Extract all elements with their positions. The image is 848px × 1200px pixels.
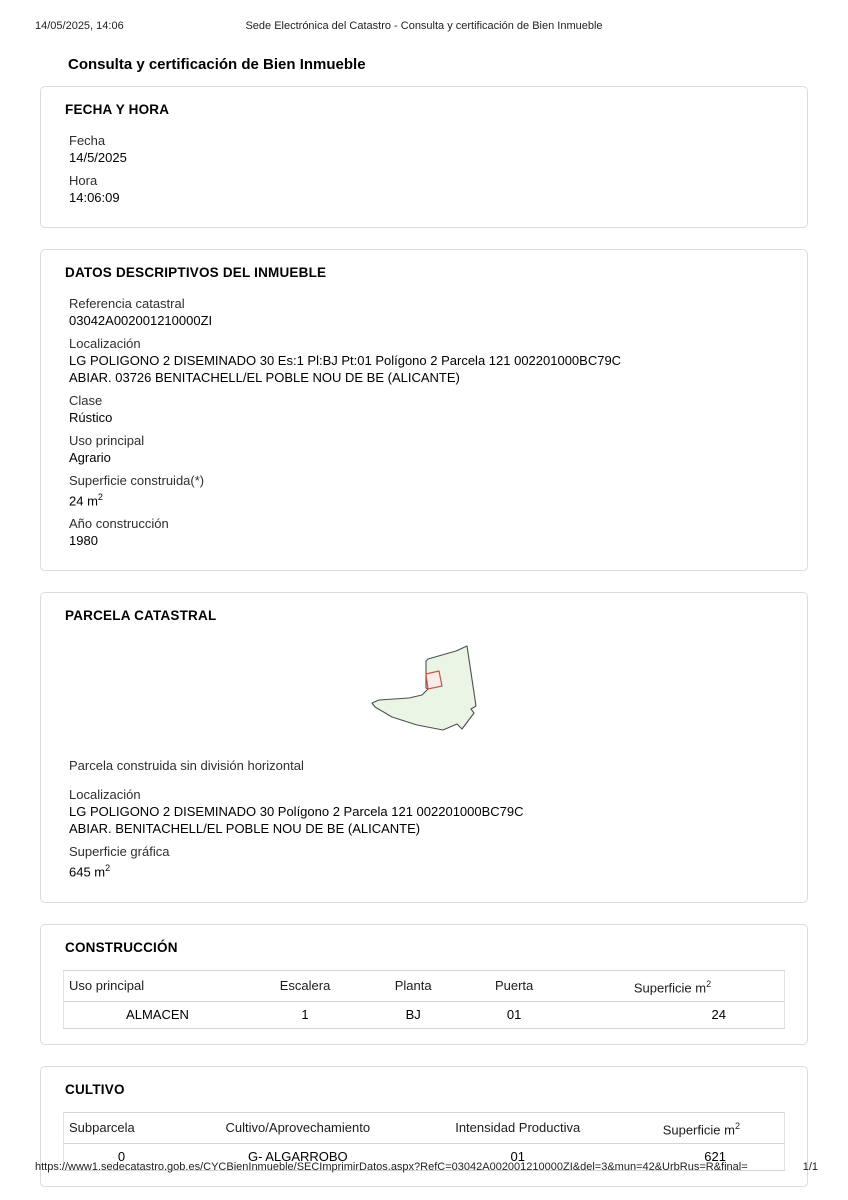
cell-escalera: 1 [301, 1006, 309, 1022]
parcel-shape [372, 646, 476, 730]
header-subparcela: Subparcela [69, 1120, 135, 1136]
parcel-map-container [63, 638, 785, 743]
field-value: Rústico [69, 410, 113, 425]
section-title: DATOS DESCRIPTIVOS DEL INMUEBLE [65, 265, 327, 280]
header-superficie [619, 1112, 785, 1143]
field-referencia-catastral [69, 295, 785, 329]
section-fecha-y-hora [40, 86, 808, 228]
field-hora [69, 172, 785, 206]
superficie-value: 645 m [69, 864, 106, 880]
field-value: 1980 [69, 533, 98, 549]
table-header-row [64, 970, 785, 1001]
parcel-note: Parcela construida sin división horizontal [69, 758, 304, 774]
field-value [69, 860, 785, 880]
field-clase [69, 392, 785, 426]
footer-url: https://www1.sedecatastro.gob.es/CYCBienInmueble/SECImprimirDatos.aspx?RefC=03042A002001210000ZI&del=3&mun=42&UrbRus=R&final= [35, 1161, 748, 1173]
parcel-map [358, 638, 490, 738]
building-shape [426, 671, 442, 689]
cell-uso-principal: ALMACEN [126, 1006, 189, 1022]
field-anio-construccion [69, 515, 785, 549]
header-intensidad-productiva: Intensidad Productiva [455, 1120, 581, 1136]
field-label: Superficie gráfica [69, 844, 170, 860]
header-superficie-text: Superficie m [633, 979, 707, 995]
field-value: 14:06:09 [69, 190, 120, 205]
field-value-line2: ABIAR. 03726 BENITACHELL/EL POBLE NOU DE BE (ALICANTE) [69, 370, 460, 385]
header-uso-principal: Uso principal [69, 977, 145, 993]
field-localizacion [69, 335, 785, 386]
section-title: CONSTRUCCIÓN [65, 939, 178, 955]
field-value: Agrario [69, 450, 111, 465]
field-label: Uso principal [69, 433, 145, 448]
cell-intensidad-productiva: 01 [510, 1149, 525, 1165]
header-cultivo-aprovechamiento: Cultivo/Aprovechamiento [225, 1120, 371, 1136]
cell-subparcela: 0 [117, 1149, 126, 1165]
field-superficie-grafica [69, 843, 785, 880]
cell-planta: BJ [405, 1006, 421, 1022]
section-title: CULTIVO [65, 1081, 125, 1097]
field-uso-principal [69, 432, 785, 466]
header-puerta: Puerta [494, 977, 534, 993]
header-planta: Planta [394, 977, 432, 993]
header-superficie-text: Superficie m [662, 1122, 735, 1138]
table-header-row [64, 1112, 785, 1143]
print-doc-title: Sede Electrónica del Catastro - Consulta y certificación de Bien Inmueble [245, 20, 603, 32]
superficie-sup: 2 [105, 863, 111, 874]
field-superficie-construida [69, 472, 785, 509]
cell-superficie: 621 [704, 1149, 726, 1165]
cell-superficie: 24 [711, 1006, 726, 1022]
field-label: Clase [69, 393, 103, 408]
construccion-table [63, 970, 785, 1029]
field-value-line1: LG POLIGONO 2 DISEMINADO 30 Polígono 2 Parcela 121 002201000BC79C [69, 804, 524, 820]
section-title: FECHA Y HORA [65, 102, 170, 117]
field-fecha [69, 132, 785, 166]
footer-page-number: 1/1 [802, 1161, 818, 1173]
header-escalera: Escalera [279, 977, 331, 993]
field-label: Localización [69, 787, 141, 803]
header-superficie-sup: 2 [706, 978, 712, 989]
print-header [35, 20, 813, 33]
field-label: Referencia catastral [69, 296, 185, 311]
field-label: Hora [69, 173, 98, 188]
field-value-line1: LG POLIGONO 2 DISEMINADO 30 Es:1 Pl:BJ Pt:01 Polígono 2 Parcela 121 002201000BC79C [69, 353, 622, 368]
print-datetime: 14/05/2025, 14:06 [35, 20, 124, 32]
field-label: Año construcción [69, 516, 169, 532]
page-title: Consulta y certificación de Bien Inmueble [68, 56, 366, 73]
table-row [64, 1001, 785, 1028]
header-superficie [561, 970, 785, 1001]
field-value-line2: ABIAR. BENITACHELL/EL POBLE NOU DE BE (ALICANTE) [69, 821, 421, 837]
field-label: Fecha [69, 133, 106, 148]
superficie-value: 24 m [69, 493, 98, 509]
section-datos-descriptivos [40, 249, 808, 571]
document-body [40, 0, 808, 1187]
field-localizacion-parcela [69, 786, 785, 837]
field-label: Localización [69, 336, 141, 351]
cell-puerta: 01 [506, 1006, 522, 1022]
cell-cultivo-aprovechamiento: G- ALGARROBO [247, 1149, 348, 1165]
field-value [69, 489, 785, 509]
field-label: Superficie construida(*) [69, 473, 205, 488]
section-parcela-catastral [40, 592, 808, 902]
header-superficie-sup: 2 [734, 1120, 740, 1131]
superficie-sup: 2 [97, 492, 103, 502]
field-value: 14/5/2025 [69, 150, 127, 165]
field-value: 03042A002001210000ZI [69, 313, 213, 328]
section-title: PARCELA CATASTRAL [65, 608, 217, 624]
section-construccion [40, 924, 808, 1045]
